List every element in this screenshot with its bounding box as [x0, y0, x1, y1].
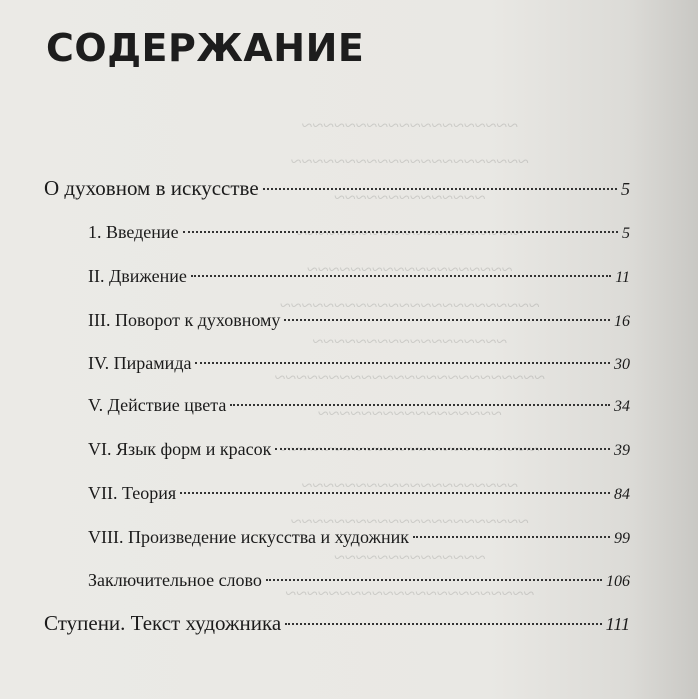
toc-entry-label: V. Действие цвета	[88, 395, 227, 415]
toc-entry-label: Ступени. Текст художника	[44, 611, 282, 635]
toc-entry-page: 30	[614, 356, 630, 373]
toc-entry-label: О духовном в искусстве	[44, 176, 259, 200]
toc-entry[interactable]	[44, 176, 630, 201]
dot-leader	[285, 623, 601, 625]
page-title: СОДЕРЖАНИЕ	[46, 26, 365, 70]
dot-leader	[183, 231, 618, 233]
dot-leader	[284, 319, 610, 321]
toc-entry-page: 99	[614, 530, 630, 547]
dot-leader	[275, 448, 610, 450]
toc-entry[interactable]	[88, 310, 630, 331]
dot-leader	[191, 275, 611, 277]
toc-entry[interactable]	[88, 527, 630, 548]
dot-leader	[413, 536, 610, 538]
toc-entry-label: 1. Введение	[88, 222, 179, 242]
toc-entry-page: 16	[614, 313, 630, 330]
toc-entry-page: 39	[614, 442, 630, 459]
toc-entry-page: 111	[605, 614, 630, 634]
toc-entry-page: 84	[614, 486, 630, 503]
toc-entry-label: II. Движение	[88, 266, 187, 286]
toc-entry-page: 106	[606, 573, 630, 590]
toc-entry[interactable]	[88, 570, 630, 591]
toc-entry[interactable]	[88, 266, 630, 287]
dot-leader	[266, 579, 602, 581]
toc-entry-page: 5	[621, 179, 630, 199]
toc-entry-label: VII. Теория	[88, 483, 177, 503]
toc-entry[interactable]	[88, 395, 630, 416]
toc-entry-page: 11	[615, 269, 630, 286]
toc-entry-page: 5	[622, 225, 630, 242]
toc-entry[interactable]	[44, 611, 630, 636]
toc-entry-label: VIII. Произведение искусства и художник	[88, 527, 409, 547]
toc-entry[interactable]	[88, 222, 630, 243]
toc-entry-label: Заключительное слово	[88, 570, 262, 590]
dot-leader	[180, 492, 610, 494]
toc-entry-label: III. Поворот к духовному	[88, 310, 281, 330]
show-through-text: ~~~~~~~~~~~~~~~~~~~~ ~~~~~~~~~~~~~~~~~~~~~~ ~~~~~~~~~~~~~~ ~~~~~~~~~~~~~~~~~~~~~ ~~~~~~~~~~~~~~~~~~~ ~~~~~~~~~~~~~~~~~~~~~~~~ ~~~~~~~~~~~~~~~~~~ ~~~~~~~~~~~~~~~~~~~~~~~~~ ~~~~~~~~~~~~~~~~~ ~~~~~~~~~~~~~~~~~~~~~~~~ ~~~~~~~~~~~~~~~~~~~~ ~~~~~~~~~~~~~~~~~~~~~~ ~~~~~~~~~~~~~~ ~~~~~~~~~~~~~~~~~~~~~~~	[274, 115, 546, 605]
dot-leader	[230, 404, 610, 406]
toc-entry-label: IV. Пирамида	[88, 353, 192, 373]
dot-leader	[263, 188, 617, 190]
dot-leader	[195, 362, 610, 364]
toc-entry-page: 34	[614, 398, 630, 415]
toc-entry[interactable]	[88, 483, 630, 504]
toc-entry[interactable]	[88, 439, 630, 460]
toc-entry-label: VI. Язык форм и красок	[88, 439, 272, 459]
toc-entry[interactable]	[88, 353, 630, 374]
